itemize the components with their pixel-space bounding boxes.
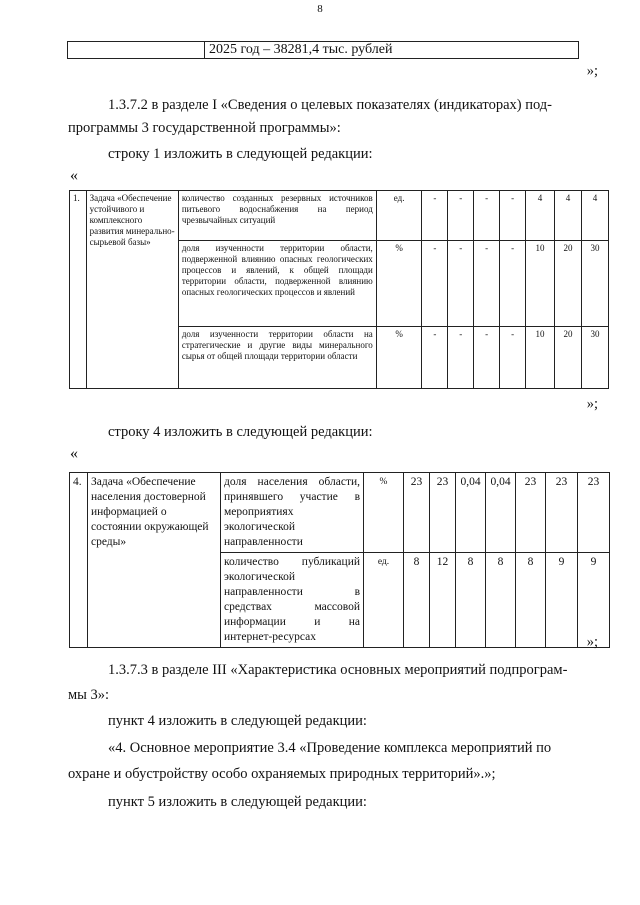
task-cell: Задача «Обеспечение устойчивого и комплексного развития минерально-сырьевой базы»: [86, 191, 178, 389]
indicators-table-row4: [69, 472, 610, 648]
value-cell: -: [474, 191, 500, 241]
value-cell: 9: [578, 553, 610, 648]
para-1-3-7-3-line1: 1.3.7.3 в разделе III «Характеристика основных мероприятий подпрограм-: [108, 662, 568, 678]
value-cell: 20: [555, 327, 582, 389]
indicator-cell: доля населения области, принявшего участие в мероприятиях экологической направленности: [221, 473, 364, 553]
value-cell: 23: [404, 473, 430, 553]
value-cell: 8: [456, 553, 486, 648]
value-cell: 23: [578, 473, 610, 553]
unit-cell: ед.: [376, 191, 422, 241]
value-cell: 8: [516, 553, 546, 648]
unit-cell: %: [376, 327, 422, 389]
value-cell: -: [422, 327, 448, 389]
indicator-cell: количество публикаций экологической направленности в средствах массовой информации и на интернет-ресурсах: [221, 553, 364, 648]
indicator-cell: доля изученности территории области на стратегические и другие виды минерального сырья от общей площади территории области: [178, 327, 376, 389]
value-cell: 30: [581, 327, 608, 389]
point4-instruction: пункт 4 изложить в следующей редакции:: [108, 713, 367, 729]
value-cell: 30: [581, 241, 608, 327]
value-cell: 12: [430, 553, 456, 648]
value-cell: 4: [581, 191, 608, 241]
point4-text-line2: охране и обустройству особо охраняемых природных территорий».»;: [68, 766, 496, 782]
value-cell: 4: [526, 191, 555, 241]
unit-cell: ед.: [364, 553, 404, 648]
value-cell: -: [422, 191, 448, 241]
value-cell: 23: [430, 473, 456, 553]
empty-cell: [68, 42, 205, 59]
budget-2025-cell: 2025 год – 38281,4 тыс. рублей: [205, 42, 579, 59]
para-1-3-7-3-line2: мы 3»:: [68, 687, 110, 703]
value-cell: 10: [526, 241, 555, 327]
value-cell: -: [474, 327, 500, 389]
row4-instruction: строку 4 изложить в следующей редакции:: [108, 424, 373, 440]
row1-instruction: строку 1 изложить в следующей редакции:: [108, 146, 373, 162]
unit-cell: %: [364, 473, 404, 553]
row-number: 1.: [70, 191, 87, 389]
value-cell: 8: [404, 553, 430, 648]
indicator-cell: доля изученности территории области, подверженной влиянию опасных геологических процессов и явлений, к общей площади территории области, подверженной влиянию опасных геологических процессов и явлений: [178, 241, 376, 327]
value-cell: 20: [555, 241, 582, 327]
quote-close: »;: [586, 634, 598, 650]
quote-open: «: [70, 445, 78, 462]
value-cell: 23: [516, 473, 546, 553]
unit-cell: %: [376, 241, 422, 327]
value-cell: 4: [555, 191, 582, 241]
quote-close: »;: [586, 63, 598, 79]
value-cell: -: [500, 191, 526, 241]
value-cell: -: [500, 327, 526, 389]
row-number: 4.: [70, 473, 88, 648]
point4-text-line1: «4. Основное мероприятие 3.4 «Проведение комплекса мероприятий по: [108, 740, 552, 756]
value-cell: 0,04: [456, 473, 486, 553]
value-cell: -: [474, 241, 500, 327]
para-1-3-7-2-line1: 1.3.7.2 в разделе I «Сведения о целевых показателях (индикаторах) под-: [108, 97, 553, 113]
value-cell: 10: [526, 327, 555, 389]
value-cell: -: [448, 327, 474, 389]
value-cell: 23: [546, 473, 578, 553]
quote-open: «: [70, 167, 78, 184]
quote-close: »;: [586, 396, 598, 412]
para-1-3-7-2-line2: программы 3 государственной программы»:: [68, 120, 341, 136]
page-number: 8: [317, 3, 323, 15]
value-cell: -: [448, 241, 474, 327]
value-cell: -: [422, 241, 448, 327]
value-cell: 0,04: [486, 473, 516, 553]
value-cell: -: [448, 191, 474, 241]
task-cell: Задача «Обеспечение населения достоверной информацией о состоянии окружающей среды»: [88, 473, 221, 648]
value-cell: -: [500, 241, 526, 327]
value-cell: 9: [546, 553, 578, 648]
indicator-cell: количество созданных резервных источников питьевого водоснабжения на период чрезвычайных ситуаций: [178, 191, 376, 241]
indicators-table-row1: [69, 190, 609, 389]
point5-instruction: пункт 5 изложить в следующей редакции:: [108, 794, 367, 810]
value-cell: 8: [486, 553, 516, 648]
budget-row-table: [67, 41, 579, 59]
